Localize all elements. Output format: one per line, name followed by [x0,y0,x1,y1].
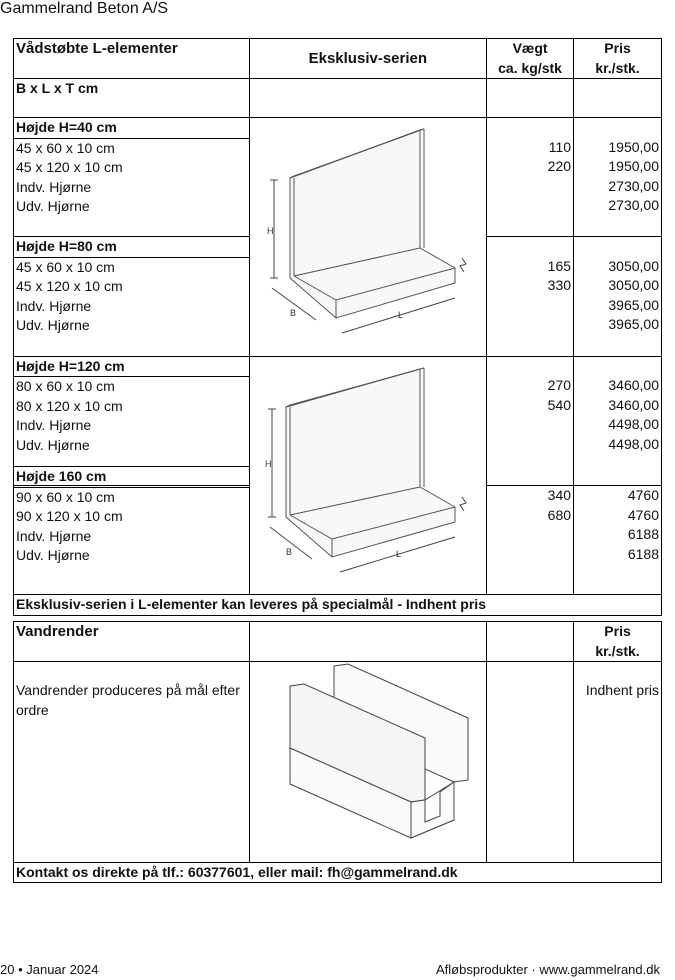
row-weight: 680 [547,506,572,523]
weight-header [487,39,574,79]
table2-title: Vandrender [14,622,250,662]
height-dim-label: H [266,226,274,236]
row-price: 2730,00 [608,177,659,194]
row-desc: Udv. Hjørne [16,436,90,453]
row-desc: 45 x 60 x 10 cm [16,258,115,275]
row-weight: 220 [547,158,572,174]
row-weight: 110 [548,138,572,155]
row-weight: 540 [547,396,572,413]
dims-label: B x L x T cm [14,79,250,118]
row-desc: 90 x 60 x 10 cm [16,488,115,505]
weight-head-label: Vægt [512,40,548,56]
row-price: 3460,00 [608,377,659,393]
row-weight [487,296,573,316]
l-element-drawing-tall [250,357,485,589]
row-price: 4498,00 [608,435,659,452]
l-element-drawing [250,118,485,350]
table-title: Vådstøbte L-elementer [14,39,250,79]
price-head-label: Pris [604,40,631,56]
row-price: 4498,00 [608,416,659,432]
group-title: Højde H=40 cm [14,118,249,139]
group-weight-3 [487,356,574,486]
page-info: 20 • Januar 2024 [0,962,99,977]
row-price: 3965,00 [608,316,659,333]
width-dim-label: B [285,546,292,557]
row-weight: 165 [547,257,572,274]
group-title: Højde H=120 cm [14,357,249,378]
contact-line: Kontakt os direkte på tlf.: 60377601, eller mail: fh@gammelrand.dk [14,862,662,883]
row-price: 1950,00 [608,138,659,155]
row-price: 3050,00 [608,277,659,294]
height-dim-label: H [264,458,272,469]
channel-description: Vandrender produceres på mål efter ordre [14,662,250,863]
l-elements-table [13,38,662,616]
group-weight-4 [487,486,574,595]
row-weight [487,315,573,335]
row-desc: Udv. Hjørne [16,198,90,214]
l-element-drawing-cell [249,118,487,357]
group-price-3 [574,356,662,486]
row-price: 3050,00 [608,257,659,274]
channel-drawing [250,662,485,856]
company-name: Gammelrand Beton A/S [0,0,169,17]
group-desc-4 [14,468,250,595]
row-price: 4760 [627,506,659,523]
site-info: Afløbsprodukter · www.gammelrand.dk [436,962,660,977]
row-desc: Indv. Hjørne [16,527,92,544]
row-desc: 45 x 120 x 10 cm [16,159,123,175]
series-name: Eksklusiv-serien [249,39,487,79]
row-weight: 340 [547,487,572,504]
group-weight-2 [487,237,574,356]
length-dim-label: L [397,310,403,320]
row-weight [487,525,573,545]
length-dim-label: L [395,548,401,559]
row-price: 4760 [627,487,659,504]
row-desc: Udv. Hjørne [16,547,90,564]
row-price: 1950,00 [608,158,659,174]
channel-price: Indhent pris [574,662,662,863]
row-desc: Indv. Hjørne [16,417,92,433]
row-weight [487,177,573,197]
group-weight-1 [487,118,574,237]
row-weight: 270 [547,377,572,393]
group-price-4 [574,486,662,595]
row-desc: 80 x 60 x 10 cm [16,378,115,394]
group-title: Højde H=80 cm [14,237,249,258]
row-desc: 45 x 60 x 10 cm [16,139,115,156]
row-weight [487,196,573,216]
row-desc: Udv. Hjørne [16,317,90,334]
special-size-note: Eksklusiv-serien i L-elementer kan leveres på specialmål - Indhent pris [14,595,662,616]
group-price-1 [574,118,662,237]
row-weight [487,435,573,455]
row-price: 6188 [627,526,659,543]
row-price: 3460,00 [608,396,659,413]
group-title: Højde 160 cm [14,466,249,488]
row-price: 3965,00 [608,296,659,313]
price-header [574,39,662,79]
row-desc: Indv. Hjørne [16,297,92,314]
row-desc: 80 x 120 x 10 cm [16,397,123,414]
group-desc-1 [14,118,250,237]
table2-price-header [574,622,662,662]
row-weight: 330 [547,277,572,294]
channel-drawing-cell [249,662,487,863]
width-dim-label: B [289,308,296,318]
row-weight [487,415,573,435]
l-element-drawing-cell-2 [249,356,487,595]
row-desc: 90 x 120 x 10 cm [16,508,123,525]
table2-price-head-label: Pris [604,623,631,639]
water-channel-table [13,621,662,883]
price-unit-label: kr./stk. [595,59,640,76]
table2-price-unit-label: kr./stk. [595,642,640,659]
row-price: 6188 [627,545,659,562]
row-desc: Indv. Hjørne [16,178,92,195]
row-price: 2730,00 [608,197,659,213]
group-desc-2 [14,237,250,356]
group-price-2 [574,237,662,356]
weight-unit-label: ca. kg/stk [498,59,562,76]
row-weight [487,545,573,565]
row-desc: 45 x 120 x 10 cm [16,278,123,295]
